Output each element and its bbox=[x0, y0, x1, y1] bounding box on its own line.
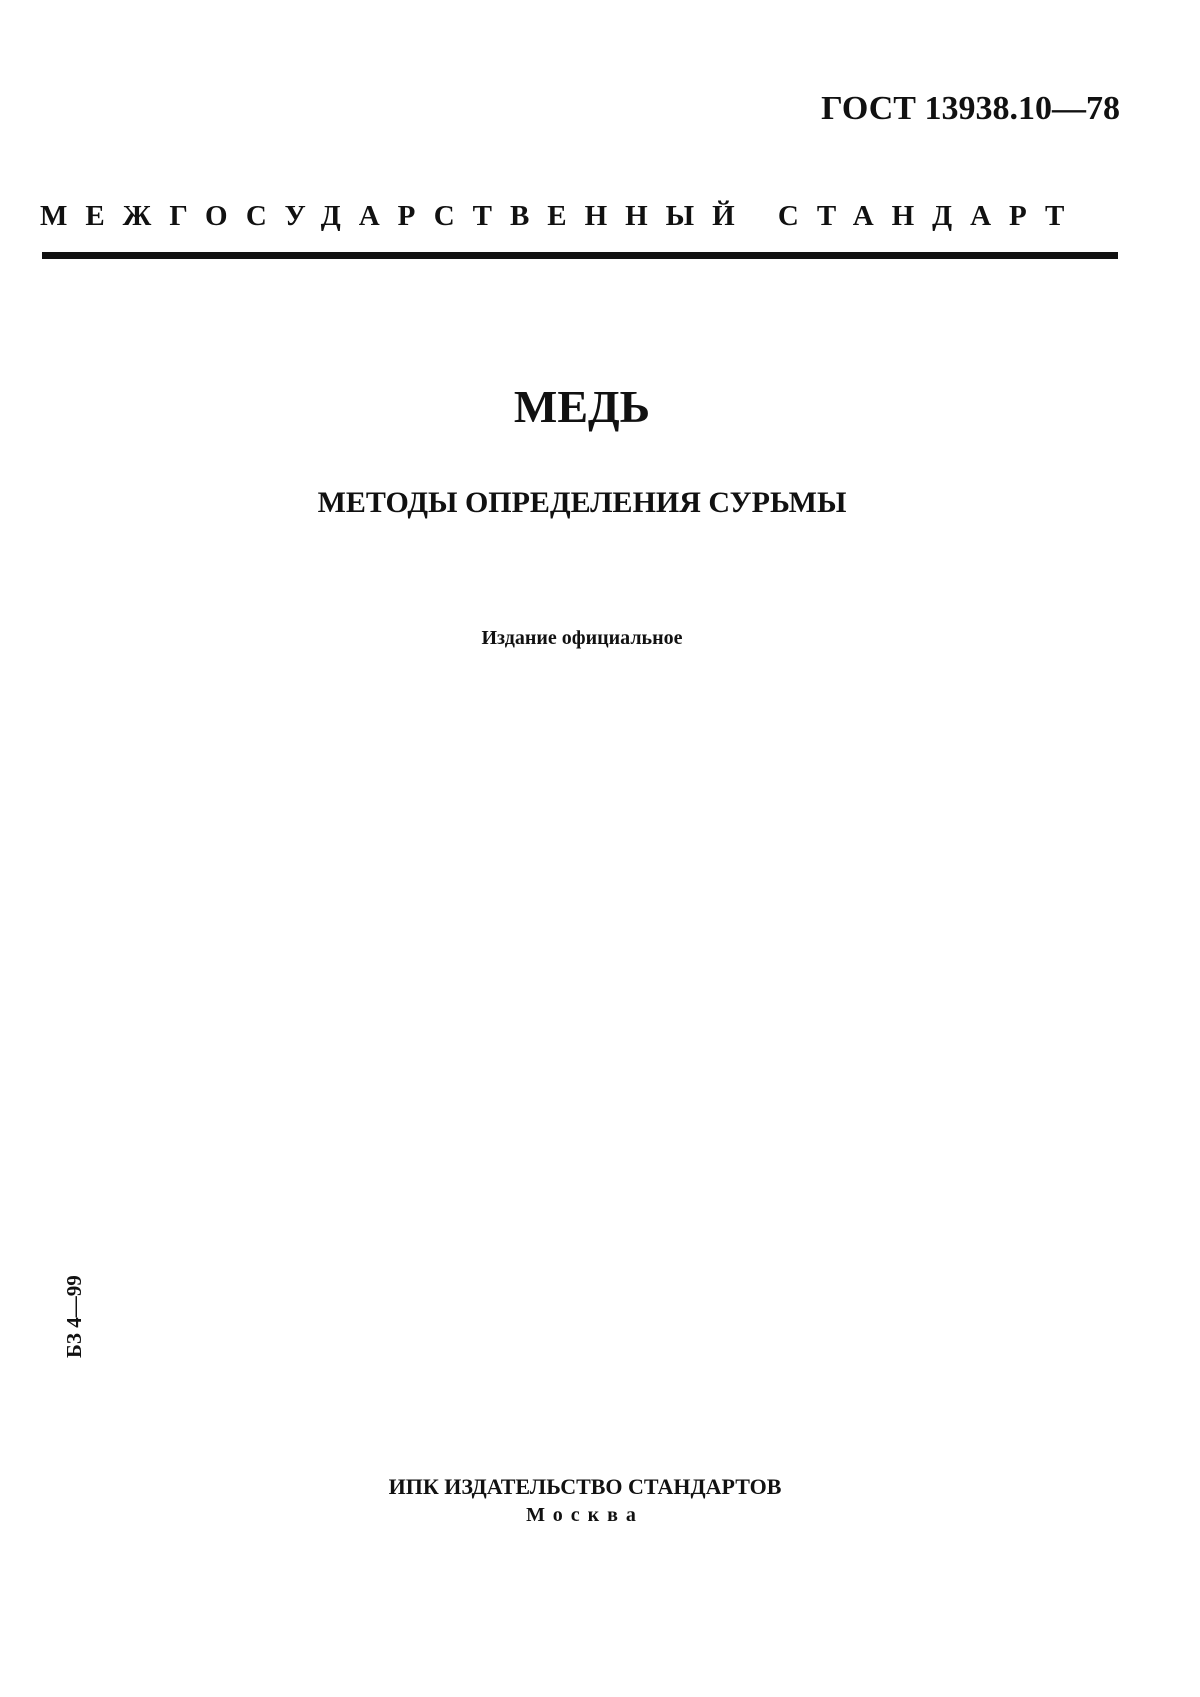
standard-number: ГОСТ 13938.10—78 bbox=[821, 90, 1120, 127]
margin-code: БЗ 4—99 bbox=[62, 1275, 86, 1358]
publisher-city: Москва bbox=[526, 1504, 644, 1526]
standard-type-banner: МЕЖГОСУДАРСТВЕННЫЙ СТАНДАРТ bbox=[40, 200, 1083, 232]
header-divider bbox=[42, 252, 1118, 259]
publisher-name: ИПК ИЗДАТЕЛЬСТВО СТАНДАРТОВ bbox=[388, 1474, 782, 1499]
edition-note: Издание официальное bbox=[481, 627, 683, 649]
document-title: МЕДЬ bbox=[513, 381, 651, 432]
document-subtitle: МЕТОДЫ ОПРЕДЕЛЕНИЯ СУРЬМЫ bbox=[317, 486, 847, 519]
